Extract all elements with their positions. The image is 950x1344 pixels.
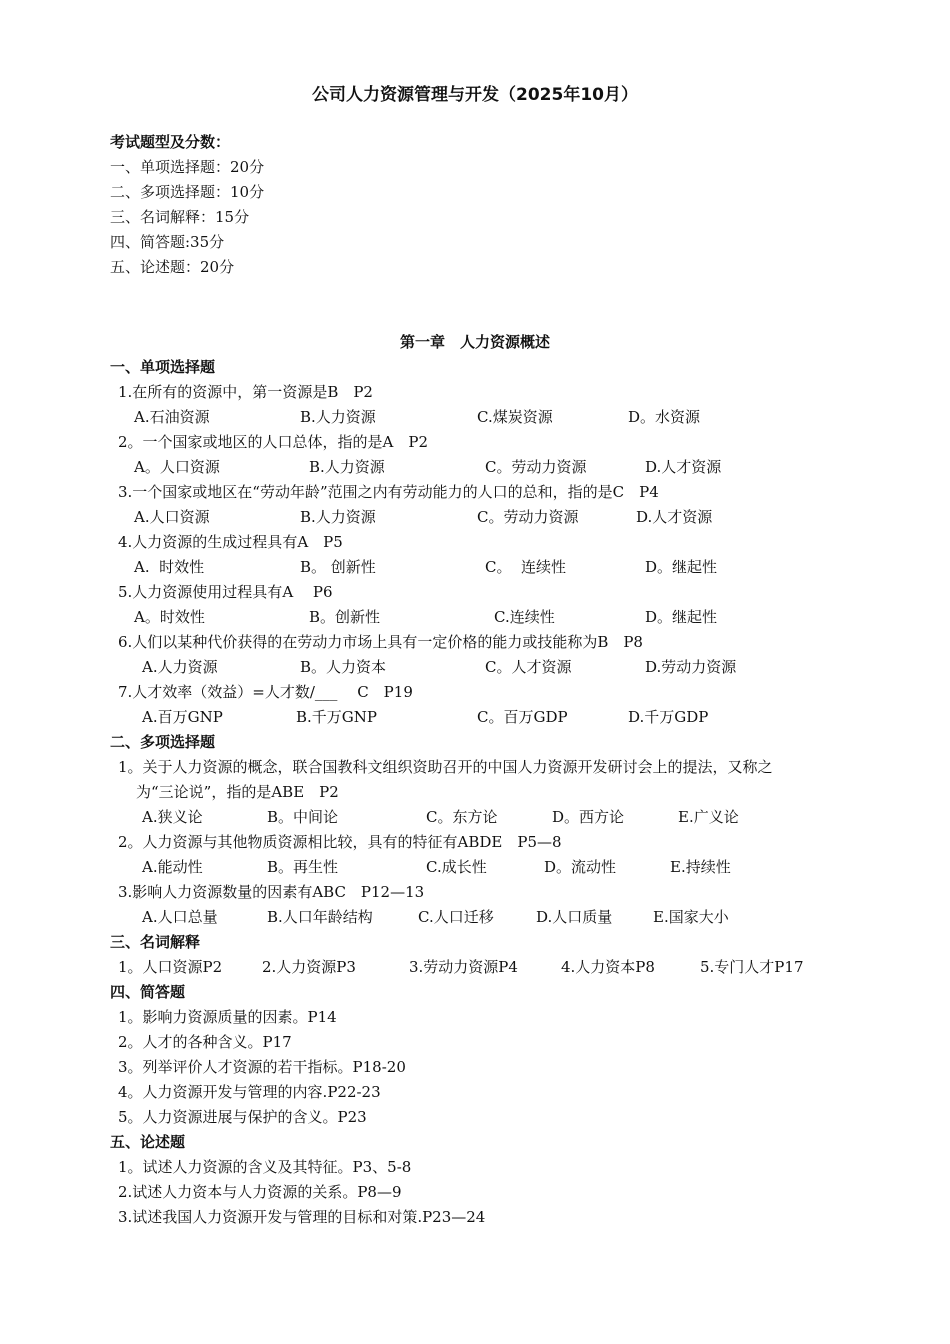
short-answer-item: 5。人力资源进展与保护的含义。P23 [118,1108,367,1126]
essay-item: 2.试述人力资本与人力资源的关系。P8—9 [118,1183,402,1201]
option: C。人才资源 [485,658,572,676]
option: E.广义论 [678,808,739,826]
question: 4.人力资源的生成过程具有A P5 [118,533,343,551]
option: C.人口迁移 [418,908,494,926]
question: 5.人力资源使用过程具有A P6 [118,583,333,601]
term: 2.人力资源P3 [262,958,356,976]
section-heading: 三、名词解释 [110,933,201,951]
option: B。人力资本 [300,658,387,676]
document-title: 公司人力资源管理与开发（2025年10月） [312,85,638,105]
term: 1。人口资源P2 [118,958,223,976]
section-heading: 五、论述题 [110,1133,186,1151]
exam-item: 二、多项选择题：10分 [110,183,265,201]
section-heading: 一、单项选择题 [110,358,216,376]
term: 4.人力资本P8 [561,958,655,976]
exam-item: 一、单项选择题：20分 [110,158,265,176]
options-row [110,855,870,880]
short-answer-item: 3。列举评价人才资源的若干指标。P18-20 [118,1058,406,1076]
option: C。劳动力资源 [477,508,579,526]
option: D。继起性 [645,558,718,576]
question: 3.影响人力资源数量的因素有ABC P12—13 [118,883,425,901]
option: B。中间论 [267,808,339,826]
option: C.连续性 [494,608,555,626]
option: C.煤炭资源 [477,408,553,426]
options-row [110,505,870,530]
question: 1。关于人力资源的概念，联合国教科文组织资助召开的中国人力资源开发研讨会上的提法，又称之 [118,758,773,776]
option: B。 创新性 [300,558,376,576]
option: C。劳动力资源 [485,458,587,476]
option: C。百万GDP [477,708,568,726]
option: A.人口资源 [134,508,210,526]
section-heading: 二、多项选择题 [110,733,216,751]
options-row [110,705,870,730]
essay-item: 1。试述人力资源的含义及其特征。P3、5-8 [118,1158,412,1176]
option: D.劳动力资源 [645,658,737,676]
option: D。流动性 [544,858,617,876]
question: 2。人力资源与其他物质资源相比较，具有的特征有ABDE P5—8 [118,833,562,851]
short-answer-item: 2。人才的各种含义。P17 [118,1033,292,1051]
options-row [110,605,870,630]
options-row [110,905,870,930]
exam-item: 三、名词解释：15分 [110,208,250,226]
question: 6.人们以某种代价获得的在劳动力市场上具有一定价格的能力或技能称为B P8 [118,633,643,651]
chapter-title: 第一章 人力资源概述 [399,333,550,351]
section-heading: 四、简答题 [110,983,186,1001]
options-row [110,455,870,480]
options-row [110,805,870,830]
option: C。 连续性 [485,558,567,576]
option: A.人力资源 [142,658,218,676]
option: D.人口质量 [536,908,613,926]
short-answer-item: 1。影响力资源质量的因素。P14 [118,1008,337,1026]
option: D.千万GDP [628,708,709,726]
option: D。水资源 [628,408,701,426]
option: B.人力资源 [300,408,376,426]
exam-info [110,130,264,280]
option: B.千万GNP [296,708,377,726]
question: 1.在所有的资源中，第一资源是B P2 [118,383,373,401]
options-row [110,655,870,680]
term: 3.劳动力资源P4 [409,958,518,976]
short-answer-item: 4。人力资源开发与管理的内容.P22-23 [118,1083,381,1101]
question-continued: 为“三论说”，指的是ABE P2 [136,783,339,801]
option: D。西方论 [552,808,625,826]
option: D。继起性 [645,608,718,626]
option: C.成长性 [426,858,487,876]
options-row [110,405,870,430]
question: 7.人才效率（效益）=人才数/___ C P19 [118,683,413,701]
term: 5.专门人才P17 [700,958,804,976]
option: A.百万GNP [142,708,223,726]
essay-item: 3.试述我国人力资源开发与管理的目标和对策.P23—24 [118,1208,486,1226]
exam-item: 五、论述题：20分 [110,258,235,276]
option: B.人力资源 [309,458,385,476]
exam-item: 四、简答题:35分 [110,233,225,251]
options-row [110,555,870,580]
option: D.人才资源 [645,458,722,476]
option: A.石油资源 [134,408,210,426]
question: 3.一个国家或地区在“劳动年龄”范围之内有劳动能力的人口的总和，指的是C P4 [118,483,659,501]
option: B。创新性 [309,608,381,626]
option: A.人口总量 [142,908,218,926]
option: B.人力资源 [300,508,376,526]
exam-heading: 考试题型及分数： [110,133,231,151]
option: C。东方论 [426,808,498,826]
option: A.狭义论 [142,808,203,826]
option: E.持续性 [670,858,731,876]
option: A. 时效性 [134,558,205,576]
chapter-content [110,355,870,1230]
option: A。时效性 [134,608,205,626]
terms-row [110,955,870,980]
option: D.人才资源 [636,508,713,526]
option: B。再生性 [267,858,339,876]
option: A.能动性 [142,858,203,876]
option: A。人口资源 [134,458,220,476]
option: B.人口年龄结构 [267,908,373,926]
option: E.国家大小 [653,908,729,926]
question: 2。一个国家或地区的人口总体，指的是A P2 [118,433,429,451]
